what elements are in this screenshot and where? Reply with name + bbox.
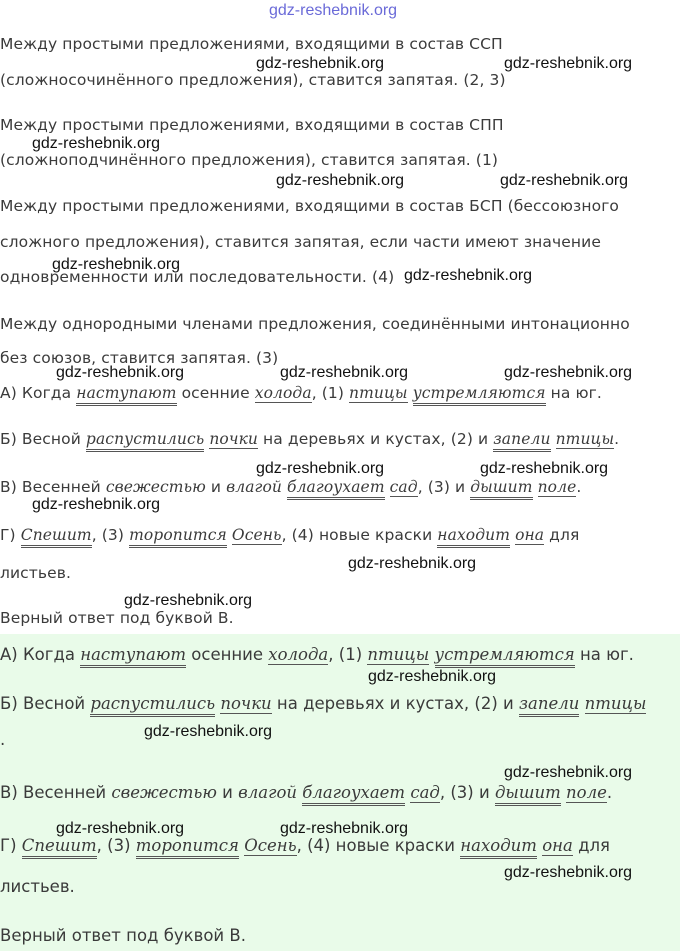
sentence-v-part: и (216, 783, 239, 802)
watermark: gdz-reshebnik.org (32, 496, 161, 513)
subject-word: почки (209, 430, 259, 448)
predicate-word: находит (460, 836, 537, 859)
predicate-word: устремляются (413, 384, 546, 406)
watermark: gdz-reshebnik.org (504, 764, 633, 781)
rule-bsp-line2: сложного предложения), ставится запятая, если части имеют значение (0, 233, 601, 251)
watermark: gdz-reshebnik.org (348, 555, 477, 572)
predicate-word: находит (437, 526, 510, 548)
sentence-a-part: А) Когда (0, 645, 81, 664)
sentence-a-part: А) Когда (0, 384, 77, 402)
subject-word: поле (566, 783, 607, 802)
watermark: gdz-reshebnik.org (52, 256, 181, 273)
watermark: gdz-reshebnik.org (124, 592, 253, 609)
predicate-word: благоухает (302, 783, 405, 806)
sentence-g-repeat (0, 836, 610, 855)
rule-ssp-line2: (сложносочинённого предложения), ставится запятая. (2, 3) (0, 71, 506, 89)
subject-word: сад (389, 478, 418, 496)
watermark: gdz-reshebnik.org (144, 723, 273, 740)
subject-word: холода (254, 384, 312, 402)
rule-bsp-line3: одновременности или последовательности. (4) (0, 268, 395, 286)
object-word: влагой (226, 478, 282, 496)
sentence-b (0, 430, 619, 448)
sentence-v (0, 478, 581, 496)
subject-word: поле (537, 478, 577, 496)
sentence-g-part: для (544, 526, 580, 544)
sentence-b-repeat-period: . (0, 730, 6, 749)
sentence-b-part: на деревьях и кустах, (2) и (258, 430, 494, 448)
sentence-g-part: , (4) новые краски (296, 836, 461, 855)
rule-spp-line2: (сложноподчинённого предложения), ставится запятая. (1) (0, 151, 499, 169)
predicate-word: Спешит (21, 526, 92, 548)
sentence-b-part: . (614, 430, 620, 448)
answer-line: Верный ответ под буквой В. (0, 609, 234, 627)
sentence-a (0, 384, 602, 402)
sentence-b-part: на деревьях и кустах, (2) и (271, 694, 519, 713)
predicate-word: торопится (129, 526, 227, 548)
predicate-word: дышит (470, 478, 532, 500)
predicate-word: наступают (76, 384, 176, 406)
sentence-g-part: , (3) (96, 836, 136, 855)
object-word: свежестью (105, 478, 206, 496)
sentence-v-part: и (205, 478, 227, 496)
subject-word: сад (410, 783, 440, 802)
subject-word: почки (220, 694, 272, 713)
subject-word: Осень (244, 836, 297, 855)
subject-word: птицы (555, 430, 615, 448)
answer-line-repeat: Верный ответ под буквой В. (0, 926, 246, 945)
rule-bsp-line1: Между простыми предложениями, входящими в состав БСП (бессоюзного (0, 197, 620, 215)
sentence-v-part: . (606, 783, 613, 802)
predicate-word: распустились (86, 430, 204, 452)
sentence-v-part: . (576, 478, 582, 496)
sentence-v-part: , (3) и (417, 478, 471, 496)
rule-ssp-line1: Между простыми предложениями, входящими в состав ССП (0, 35, 503, 53)
subject-word: птицы (367, 645, 430, 664)
sentence-g-part: для (572, 836, 610, 855)
watermark: gdz-reshebnik.org (480, 460, 609, 477)
predicate-word: благоухает (287, 478, 385, 500)
predicate-word: запели (493, 430, 550, 452)
watermark: gdz-reshebnik.org (504, 55, 633, 72)
subject-word: птицы (349, 384, 408, 402)
sentence-a-part: , (1) (311, 384, 350, 402)
subject-word: она (542, 836, 573, 855)
predicate-word: дышит (495, 783, 561, 806)
sentence-v-part: , (3) и (439, 783, 495, 802)
object-word: свежестью (111, 783, 217, 802)
sentence-g-line2: листьев. (0, 564, 72, 582)
sentence-b-repeat (0, 694, 646, 713)
watermark: gdz-reshebnik.org (256, 55, 385, 72)
sentence-a-part: осенние (186, 645, 269, 664)
sentence-g-part: Г) (0, 836, 22, 855)
sentence-g-part: , (4) новые краски (281, 526, 438, 544)
sentence-g-part: Г) (0, 526, 21, 544)
sentence-g-part: , (3) (91, 526, 130, 544)
watermark: gdz-reshebnik.org (404, 267, 533, 284)
watermark: gdz-reshebnik.org (368, 668, 497, 685)
subject-word: птицы (584, 694, 647, 713)
sentence-a-repeat (0, 645, 634, 664)
sentence-v-part: В) Весенней (0, 783, 112, 802)
sentence-a-part: на юг. (545, 384, 602, 402)
sentence-b-part: Б) Весной (0, 430, 86, 448)
watermark: gdz-reshebnik.org (56, 820, 185, 837)
watermark: gdz-reshebnik.org (504, 364, 633, 381)
predicate-word: торопится (136, 836, 239, 859)
predicate-word: Спешит (22, 836, 97, 859)
sentence-a-part: , (1) (328, 645, 368, 664)
watermark: gdz-reshebnik.org (32, 135, 161, 152)
watermark: gdz-reshebnik.org (280, 820, 409, 837)
rule-spp-line1: Между простыми предложениями, входящими в состав СПП (0, 116, 504, 134)
subject-word: холода (268, 645, 329, 664)
sentence-v-repeat (0, 783, 612, 802)
watermark-top[interactable]: gdz-reshebnik.org (269, 2, 398, 19)
sentence-a-part: на юг. (574, 645, 634, 664)
watermark: gdz-reshebnik.org (504, 864, 633, 881)
sentence-b-part: Б) Весной (0, 694, 91, 713)
rule-odn-line1: Между однородными членами предложения, соединёнными интонационно (0, 315, 630, 333)
sentence-g (0, 526, 579, 544)
watermark: gdz-reshebnik.org (280, 364, 409, 381)
object-word: влагой (238, 783, 298, 802)
watermark: gdz-reshebnik.org (256, 460, 385, 477)
predicate-word: устремляются (435, 645, 575, 668)
predicate-word: запели (519, 694, 579, 717)
sentence-g-repeat-line2: листьев. (0, 877, 75, 896)
subject-word: она (515, 526, 545, 544)
predicate-word: наступают (80, 645, 186, 668)
sentence-v-part: В) Весенней (0, 478, 106, 496)
sentence-a-part: осенние (176, 384, 255, 402)
subject-word: Осень (231, 526, 282, 544)
rule-odn-line2: без союзов, ставится запятая. (3) (0, 349, 279, 367)
watermark: gdz-reshebnik.org (276, 172, 405, 189)
predicate-word: распустились (90, 694, 215, 717)
watermark: gdz-reshebnik.org (56, 364, 185, 381)
watermark: gdz-reshebnik.org (500, 172, 629, 189)
